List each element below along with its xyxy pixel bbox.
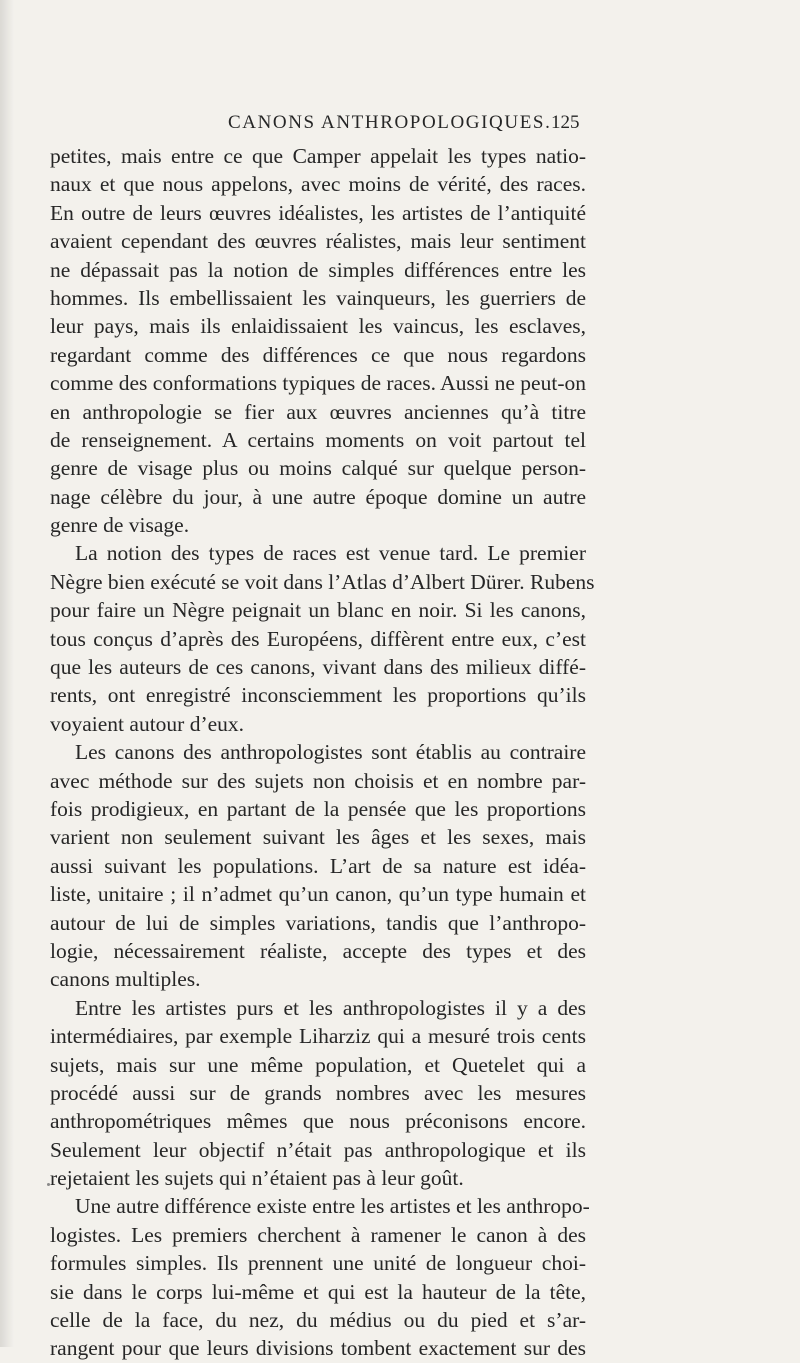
- text-line: autour de lui de simples variations, tandis que l’anthropo-: [50, 910, 586, 935]
- running-head-title: CANONS ANTHROPOLOGIQUES.: [228, 112, 552, 133]
- text-line: fois prodigieux, en partant de la pensée que les proportions: [50, 796, 586, 821]
- text-line: nage célèbre du jour, à une autre époque domine un autre: [50, 484, 586, 509]
- text-line: logie, nécessairement réaliste, accepte des types et des: [50, 938, 586, 963]
- text-line: formules simples. Ils prennent une unité de longueur choi-: [50, 1251, 586, 1276]
- text-line: naux et que nous appelons, avec moins de vérité, des races.: [50, 172, 586, 197]
- text-line: comme des conformations typiques de races. Aussi ne peut-on: [50, 371, 586, 396]
- text-line: En outre de leurs œuvres idéalistes, les artistes de l’antiquité: [50, 200, 586, 225]
- text-line: aussi suivant les populations. L’art de sa nature est idéa-: [50, 853, 586, 878]
- text-line: genre de visage.: [50, 513, 190, 538]
- text-line: genre de visage plus ou moins calqué sur quelque person-: [50, 456, 586, 481]
- text-line: rangent pour que leurs divisions tombent exactement sur des: [50, 1336, 586, 1361]
- text-line: voyaient autour d’eux.: [50, 711, 245, 736]
- text-line: celle de la face, du nez, du médius ou du pied et s’ar-: [50, 1308, 586, 1333]
- text-line: hommes. Ils embellissaient les vainqueurs, les guerriers de: [50, 285, 586, 310]
- text-line: petites, mais entre ce que Camper appelait les types natio-: [50, 144, 586, 168]
- text-line: Une autre différence existe entre les artistes et les anthropo-: [75, 1194, 590, 1219]
- text-line: Entre les artistes purs et les anthropologistes il y a des: [75, 995, 586, 1020]
- text-line: avaient cependant des œuvres réalistes, mais leur sentiment: [50, 229, 586, 254]
- text-line: intermédiaires, par exemple Liharziz qui a mesuré trois cents: [50, 1024, 586, 1049]
- text-line: leur pays, mais ils enlaidissaient les vaincus, les esclaves,: [50, 314, 586, 339]
- text-line: regardant comme des différences ce que nous regardons: [50, 342, 586, 367]
- text-line: La notion des types de races est venue tard. Le premier: [75, 541, 586, 566]
- paper-speck: [47, 1183, 50, 1186]
- page-number: 125: [551, 112, 580, 133]
- text-line: procédé aussi sur de grands nombres avec les mesures: [50, 1080, 586, 1105]
- text-line: varient non seulement suivant les âges et les sexes, mais: [50, 825, 586, 850]
- text-line: rejetaient les sujets qui n’étaient pas à leur goût.: [50, 1166, 464, 1191]
- text-line: avec méthode sur des sujets non choisis et en nombre par-: [50, 768, 586, 793]
- text-line: Nègre bien exécuté se voit dans l’Atlas d’Albert Dürer. Rubens: [50, 569, 595, 594]
- text-line: liste, unitaire ; il n’admet qu’un canon, qu’un type humain et: [50, 882, 586, 907]
- text-line: ne dépassait pas la notion de simples différences entre les: [50, 257, 586, 282]
- text-line: sujets, mais sur une même population, et Quetelet qui a: [50, 1052, 586, 1077]
- running-header: [0, 106, 800, 140]
- text-line: rents, ont enregistré inconsciemment les proportions qu’ils: [50, 683, 586, 708]
- text-line: en anthropologie se fier aux œuvres anciennes qu’à titre: [50, 399, 586, 424]
- page-edge-shadow: [0, 0, 14, 1347]
- text-line: tous conçus d’après des Européens, diffèrent entre eux, c’est: [50, 626, 586, 651]
- text-line: canons multiples.: [50, 967, 201, 992]
- text-line: pour faire un Nègre peignait un blanc en noir. Si les canons,: [50, 598, 586, 623]
- text-line: anthropométriques mêmes que nous préconisons encore.: [50, 1109, 586, 1134]
- text-line: de renseignement. A certains moments on voit partout tel: [50, 427, 586, 452]
- body-text: [50, 142, 595, 1363]
- text-line: logistes. Les premiers cherchent à ramener le canon à des: [50, 1222, 586, 1247]
- text-line: sie dans le corps lui-même et qui est la hauteur de la tête,: [50, 1279, 586, 1304]
- text-line: que les auteurs de ces canons, vivant dans des milieux diffé-: [50, 655, 586, 680]
- text-line: Seulement leur objectif n’était pas anthropologique et ils: [50, 1137, 586, 1162]
- text-line: Les canons des anthropologistes sont établis au contraire: [75, 740, 586, 765]
